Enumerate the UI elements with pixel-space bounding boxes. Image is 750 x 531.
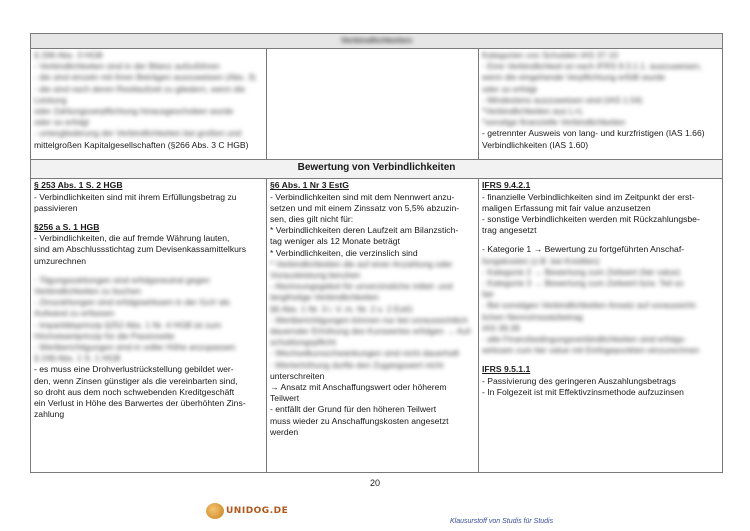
blurred-line: IAS 39.39 <box>482 322 520 333</box>
text-line: Teilwert <box>270 393 300 404</box>
text-line: - Passivierung des geringeren Auszahlungsbetrags <box>482 375 676 386</box>
text-line: - es muss eine Drohverlustrückstellung gebildet wer- <box>34 364 234 375</box>
text-line: - finanzielle Verbindlichkeiten sind im Zeitpunkt der erst- <box>482 191 695 202</box>
main-cell-estg <box>267 179 479 473</box>
text-line: Verbindlichkeiten (IAS 1.60) <box>482 139 589 150</box>
text-line: muss wieder zu Anschaffungskosten angesetzt <box>270 415 449 426</box>
text-line: - sonstige Verbindlichkeiten werden mit Rückzahlungsbe- <box>482 213 700 224</box>
text-line: *sonstige finanzielle Verbindlichkeiten <box>482 117 626 128</box>
text-line: - die sind nach deren Restlaufzeit zu gliedern, wenn die Leistung <box>34 83 246 105</box>
text-line: - die sind einzeln mit ihren Beträgen auszuweisen (Abs. 3) <box>34 72 256 83</box>
section-row <box>31 160 723 179</box>
blurred-line: - alle Finanzbedingungsverbindlichkeiten sind erfolgs- <box>482 333 687 344</box>
page-number: 20 <box>369 478 380 488</box>
text-line: - untergliederung der Verbindlichkeiten bei großen und <box>34 128 242 139</box>
text-line: - Verbindlichkeiten, die auf fremde Währung lauten, <box>34 233 230 244</box>
top-cell-hgb <box>31 49 267 160</box>
text-line: - entfällt der Grund für den höheren Teilwert <box>270 404 437 415</box>
blurred-line: - Kategorie 2 → Bewertung zum Zeitwert (fair value) <box>482 266 681 277</box>
blurred-line: * Verbindlichkeiten die auf einer Anzahlung oder <box>270 258 453 269</box>
main-cell-hgb <box>31 179 267 473</box>
hgb-heading-256a: §256 a S. 1 HGB <box>34 221 100 232</box>
text-line: sen, dies gilt nicht für: <box>270 213 354 224</box>
unidog-logo[interactable] <box>206 503 288 519</box>
text-line: oder so erfolgt <box>482 83 537 94</box>
text-line: umzurechnen <box>34 255 87 266</box>
text-line: - Verbindlichkeiten sind mit ihrem Erfüllungsbetrag zu <box>34 191 237 202</box>
text-line: ein Verlust in Höhe des Barwertes der überhöhten Zins- <box>34 397 246 408</box>
text-line: * Verbindlichkeiten, die verzinslich sind <box>270 247 418 258</box>
blurred-line: - Tilgungszahlungen sind erfolgsneutral gegen Verbindlichkeiten zu buchen <box>34 274 210 296</box>
blurred-line: - Kategorie 3 → Bewertung zum Zeitwert bzw. Teil so <box>482 277 684 288</box>
blurred-line: - Werterhöhung durfte den Zugangswert nicht <box>270 359 444 370</box>
text-line: sind am Abschlussstichtag zum Devisenkassamittelkurs <box>34 244 247 255</box>
footer-note: Klausurstoff von Studis für Studis <box>450 518 554 525</box>
text-line: - getrennter Ausweis von lang- und kurzfristigen (IAS 1.66) <box>482 128 705 139</box>
table-header <box>31 34 723 49</box>
text-line: - Mindestens auszuweisen sind (IAS 1.54) <box>482 94 643 105</box>
text-line: oder Zahlungsverpflichtung hinausgeschoben wurde <box>34 106 234 117</box>
logo-text: UNIDOG.DE <box>226 506 289 516</box>
blurred-line: - Imparitätsprinzip §252 Abs. 1 Nr. 4 HGB ist zum Höchstwertprinzip für die Passivseite <box>34 319 222 341</box>
text-line: maligen Erfassung mit fair value anzusetzen <box>482 202 651 213</box>
blurred-line: - Bei sonstigen Verbindlichkeiten Ansatz auf voraussicht- <box>482 300 698 311</box>
text-line: - Eine Verbindlichkeit ist nach IFRS 9.3.1.1. auszuweisen, <box>482 61 702 72</box>
blurred-line: - Zinszahlungen sind erfolgswirksam in der GuV als Aufwand zu erfassen <box>34 297 230 319</box>
blurred-line: - Wertberichtigungen sind in voller Höhe anzupassen <box>34 341 236 352</box>
blurred-line: - Wertberichtigungen können nur bei voraussichtlich <box>270 314 468 325</box>
text-line: *Verbindlichkeiten aus L+L <box>482 106 584 117</box>
text-line: mittelgroßen Kapitalgesellschaften (§266 Abs. 3 C HGB) <box>34 139 249 150</box>
text-line: - Verbindlichkeiten sind in der Bilanz aufzuführen <box>34 61 220 72</box>
ifrs-heading-9421: IFRS 9.4.2.1 <box>482 180 531 191</box>
text-line: trag angesetzt <box>482 225 537 236</box>
text-line: * Verbindlichkeiten deren Laufzeit am Bilanzstich- <box>270 225 459 236</box>
header-title: Verbindlichkeiten <box>340 35 413 45</box>
main-row <box>31 179 723 473</box>
top-cell-estg <box>267 49 479 160</box>
blurred-line: §6 Abs. 1 Nr. 3 i. V. m. Nr. 2 s. 2 EstG <box>270 303 413 314</box>
blurred-line: fair <box>482 289 494 300</box>
top-row <box>31 49 723 160</box>
blurred-line: langfristige Verbindlichkeiten <box>270 292 379 303</box>
dog-icon <box>206 503 224 519</box>
blurred-line: dauernder Erhöhung des Kurswertes erfolgen → Auf- <box>270 325 473 336</box>
ifrs-heading-9511: IFRS 9.5.1.1 <box>482 364 531 375</box>
text-line: unterschreiten <box>270 370 325 381</box>
blurred-line: - Wechselkursschwankungen sind nicht dauerhaft <box>270 348 460 359</box>
text-line: Kategorien von Schulden IAS 37.10 <box>482 50 619 61</box>
blurred-line: - Abzinsungsgebot für unverzinsliche mittel- und <box>270 281 453 292</box>
blurred-line: fungskosten (z.B. bei Krediten) <box>482 255 600 266</box>
estg-heading-6: §6 Abs. 1 Nr 3 EstG <box>270 180 349 191</box>
text-line: werden <box>270 426 299 437</box>
text-line: → Ansatz mit Anschaffungswert oder höherem <box>270 381 447 392</box>
text-line: § 266 Abs. 3 HGB <box>34 50 103 61</box>
content-table <box>30 33 723 473</box>
table-header-row <box>31 34 723 49</box>
blurred-line: Vorausleistung beruhen <box>270 269 361 280</box>
text-line: wenn die eingehende Verpflichtung erfüllt wurde <box>482 72 665 83</box>
hgb-heading-253: § 253 Abs. 1 S. 2 HGB <box>34 180 123 191</box>
text-line: so droht aus dem noch schwebenden Kreditgeschäft <box>34 386 235 397</box>
section-title: Bewertung von Verbindlichkeiten <box>31 160 723 179</box>
text-line: oder so erfolgt <box>34 117 89 128</box>
text-line: setzen und mit einem Zinssatz von 5,5% abzuzin- <box>270 202 460 213</box>
text-line: den, wenn Zinsen günstiger als die vereinbarten sind, <box>34 375 238 386</box>
text-line: zahlung <box>34 409 65 420</box>
top-cell-ifrs <box>479 49 723 160</box>
blurred-line: lichen Nennzinssatzbetrag <box>482 311 583 322</box>
blurred-line: schuldungspflicht <box>270 337 336 348</box>
text-line: tag weniger als 12 Monate beträgt <box>270 236 400 247</box>
text-line: - Verbindlichkeiten sind mit dem Nennwert anzu- <box>270 191 455 202</box>
text-line: - Kategorie 1 → Bewertung zu fortgeführten Anschaf- <box>482 244 685 255</box>
blurred-line: § 249 Abs. 1 S. 1 HGB <box>34 353 121 364</box>
text-line: passivieren <box>34 202 78 213</box>
main-cell-ifrs <box>479 179 723 473</box>
text-line: - In Folgezeit ist mit Effektivzinsmethode aufzuzinsen <box>482 386 684 397</box>
blurred-line: wirksam zum fair value mit Einfügepunkten einzurechnen <box>482 345 700 356</box>
